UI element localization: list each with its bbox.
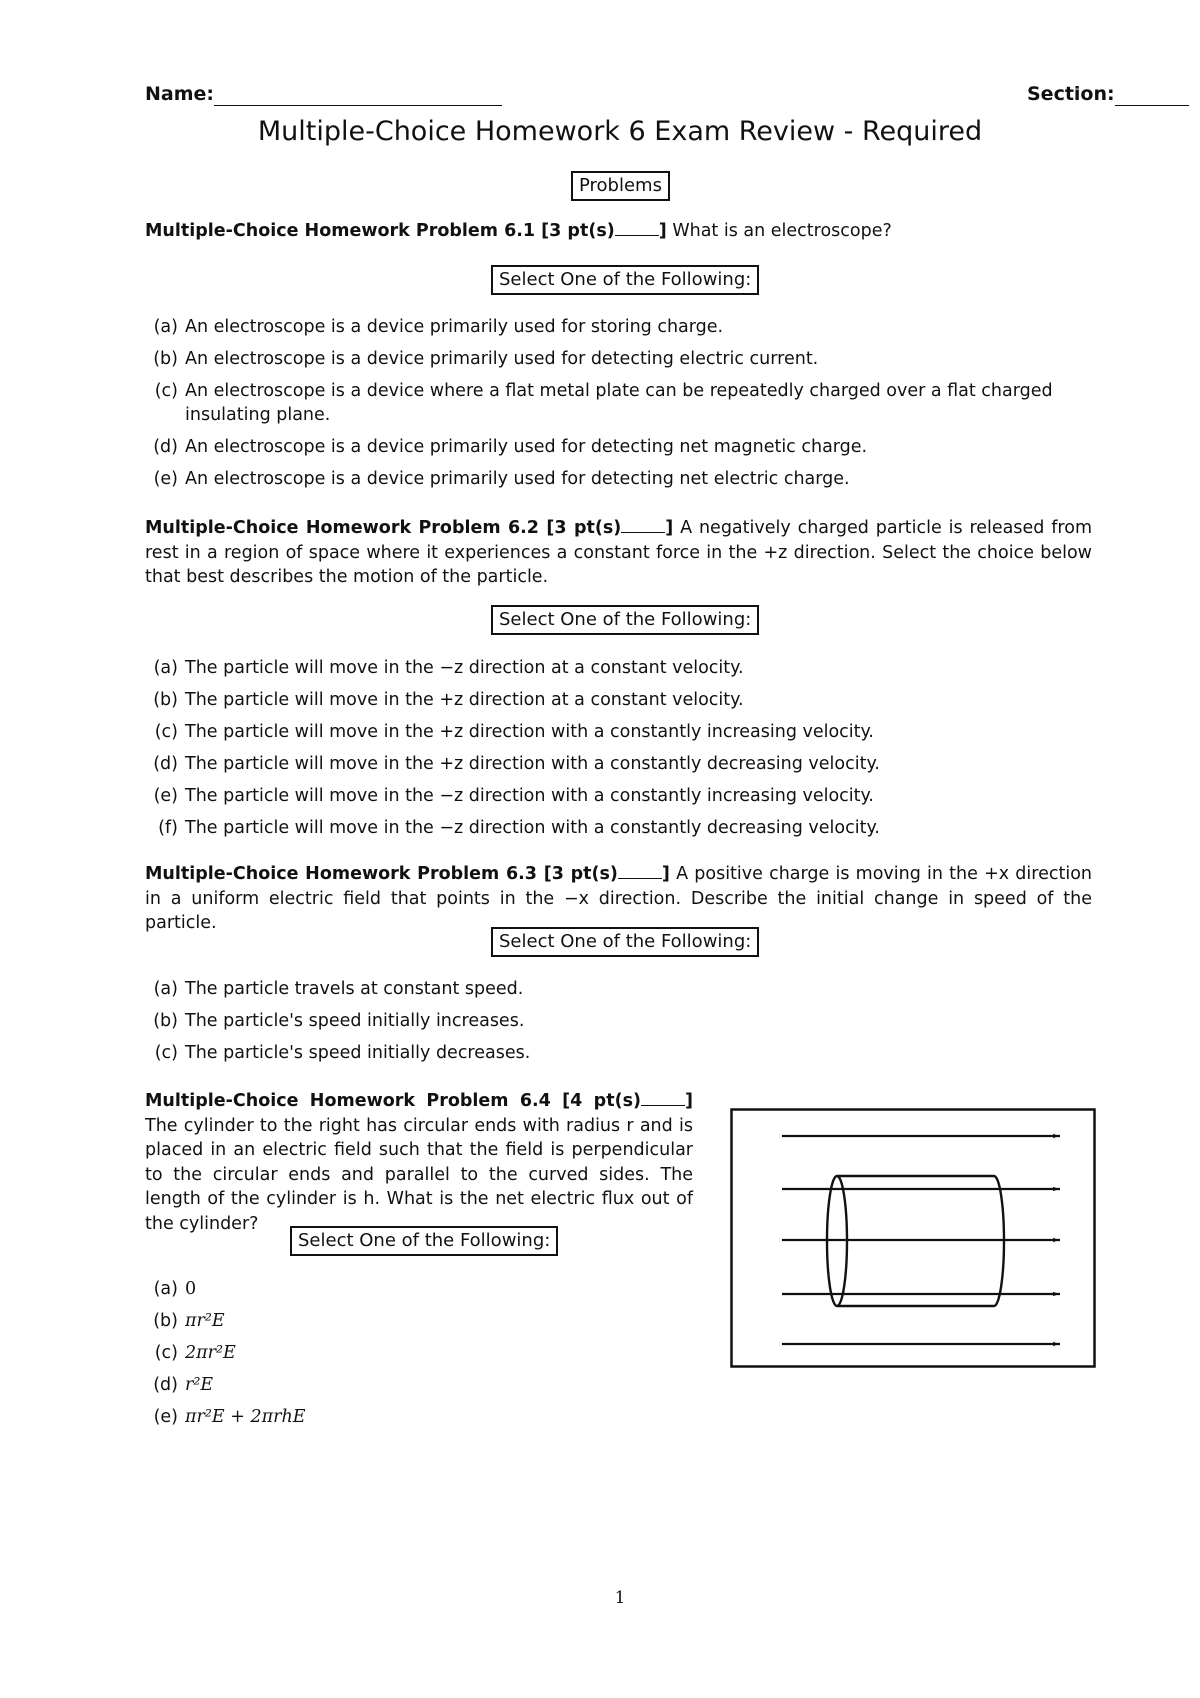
choice-label: (b) [153,690,178,710]
name-label: Name: [145,83,215,105]
choice-item[interactable] [145,816,1092,840]
problem-6-3-choices [145,977,1092,1065]
choice-label: (e) [153,469,178,489]
problem-6-2-bracket: ] [665,518,674,538]
choice-text: πr²E [185,1311,225,1331]
choice-item[interactable] [145,1405,595,1429]
problem-6-1-question: What is an electroscope? [666,221,892,241]
choice-item[interactable] [145,379,1092,427]
choice-label: (a) [153,1279,178,1299]
choice-text: The particle will move in the +z direction with a constantly decreasing velocity. [185,754,880,774]
problem-6-1-statement [145,219,1092,244]
choice-item[interactable] [145,1009,1092,1033]
problem-6-4-select-prompt: Select One of the Following: [290,1226,558,1256]
choice-label: (e) [153,786,178,806]
choice-text: The particle will move in the +z direction with a constantly increasing velocity. [185,722,874,742]
cylinder-field-figure [730,1108,1098,1370]
choice-label: (c) [154,1043,178,1063]
problem-6-1-bracket: ] [658,221,667,241]
choice-label: (d) [153,754,178,774]
choice-label: (f) [158,818,178,838]
choice-item[interactable] [145,347,1092,371]
choice-text: An electroscope is a device primarily used for storing charge. [185,317,724,337]
problem-6-1-heading: Multiple-Choice Homework Problem 6.1 [3 pt(s) [145,221,615,241]
choice-text: The particle's speed initially decreases. [185,1043,531,1063]
choice-text: 2πr²E [185,1343,236,1363]
problem-6-4-question: The cylinder to the right has circular ends with radius r and is placed in an electric field such that the field is perpendicular to the circular ends and parallel to the curved sides. The length of the cylinder is h. What is the net electric flux out of the cylinder? [145,1115,693,1234]
choice-item[interactable] [145,784,1092,808]
choice-text: πr²E + 2πrhE [185,1407,306,1427]
choice-label: (a) [153,979,178,999]
choice-item[interactable] [145,656,1092,680]
problem-6-2-question: A negatively charged particle is released from rest in a region of space where it experiences a constant force in the +z direction. Select the choice below that best describes the motion of the particle. [145,518,1092,587]
name-field [145,83,502,106]
choice-text: An electroscope is a device where a flat metal plate can be repeatedly charged over a flat charged insulating plane. [185,381,1053,425]
problems-heading: Problems [571,171,670,201]
problem-6-3-question: A positive charge is moving in the +x direction in a uniform electric field that points in the −x direction. Describe the initial change in speed of the particle. [145,864,1092,933]
choice-item[interactable] [145,1309,595,1333]
choice-label: (b) [153,349,178,369]
choice-text: r²E [185,1375,214,1395]
choice-text: An electroscope is a device primarily used for detecting net electric charge. [185,469,850,489]
section-label: Section: [1027,83,1115,105]
page-number: 1 [614,1588,626,1608]
problem-6-2-heading: Multiple-Choice Homework Problem 6.2 [3 pt(s) [145,518,622,538]
choice-label: (a) [153,658,178,678]
choice-label: (c) [154,1343,178,1363]
choice-item[interactable] [145,315,1092,339]
section-blank[interactable] [1115,83,1189,106]
choice-label: (e) [153,1407,178,1427]
name-blank[interactable] [214,83,502,106]
problem-6-3-statement [145,862,1092,936]
choice-item[interactable] [145,435,1092,459]
problem-6-1-score-blank[interactable] [615,235,659,236]
problem-6-4-heading: Multiple-Choice Homework Problem 6.4 [4 pt(s) [145,1091,641,1111]
choice-item[interactable] [145,467,1092,491]
choice-text: The particle will move in the +z direction at a constant velocity. [185,690,744,710]
choice-item[interactable] [145,1277,595,1301]
choice-text: The particle will move in the −z direction with a constantly decreasing velocity. [185,818,880,838]
problem-6-3-score-blank[interactable] [618,878,662,879]
field-lines [782,1136,1060,1344]
choice-label: (a) [153,317,178,337]
problem-6-2-choices [145,656,1092,840]
choice-item[interactable] [145,688,1092,712]
choice-text: 0 [185,1279,197,1299]
choice-label: (b) [153,1011,178,1031]
problem-6-2-select-prompt: Select One of the Following: [491,605,759,635]
choice-item[interactable] [145,977,1092,1001]
problem-6-2-statement [145,516,1092,590]
choice-text: An electroscope is a device primarily used for detecting electric current. [185,349,819,369]
choice-label: (d) [153,437,178,457]
problem-6-1-select-prompt: Select One of the Following: [491,265,759,295]
section-field [1027,83,1189,106]
choice-label: (c) [154,722,178,742]
problem-6-3-bracket: ] [661,864,670,884]
problem-6-4-bracket: ] [685,1091,693,1111]
choice-item[interactable] [145,752,1092,776]
choice-item[interactable] [145,1341,595,1365]
figure-frame [732,1110,1095,1367]
problem-6-4-choices [145,1277,595,1429]
problem-6-3-heading: Multiple-Choice Homework Problem 6.3 [3 pt(s) [145,864,618,884]
problem-6-4-statement [145,1089,693,1236]
choice-text: The particle's speed initially increases. [185,1011,525,1031]
problem-6-2-score-blank[interactable] [621,532,665,533]
problem-6-1-choices [145,315,1092,491]
choice-item[interactable] [145,720,1092,744]
choice-label: (b) [153,1311,178,1331]
page-title: Multiple-Choice Homework 6 Exam Review - Required [257,116,983,147]
choice-text: The particle will move in the −z direction with a constantly increasing velocity. [185,786,874,806]
choice-label: (c) [154,381,178,401]
choice-label: (d) [153,1375,178,1395]
choice-item[interactable] [145,1373,595,1397]
choice-text: The particle travels at constant speed. [185,979,524,999]
choice-item[interactable] [145,1041,1092,1065]
problem-6-4-score-blank[interactable] [641,1105,685,1106]
choice-text: An electroscope is a device primarily used for detecting net magnetic charge. [185,437,868,457]
choice-text: The particle will move in the −z direction at a constant velocity. [185,658,744,678]
problem-6-3-select-prompt: Select One of the Following: [491,927,759,957]
